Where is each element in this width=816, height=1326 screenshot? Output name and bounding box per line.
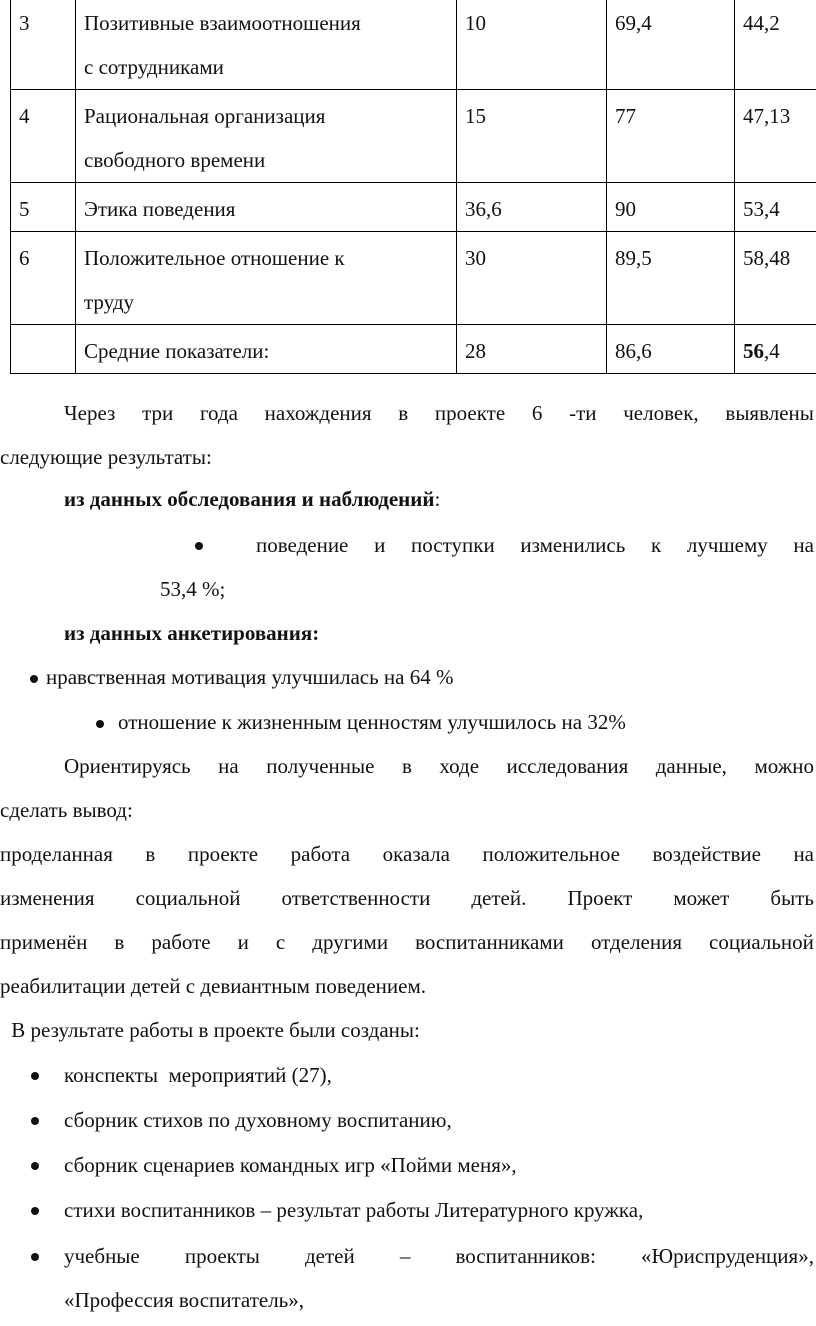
value-cell: 30 <box>457 232 607 325</box>
indicator-name: Позитивные взаимоотношения с сотрудниками <box>76 0 457 90</box>
value-cell: 90 <box>607 183 735 232</box>
section-heading: из данных анкетирования: <box>64 621 320 645</box>
list-item: сборник сценариев командных игр «Пойми меня», <box>64 1153 517 1177</box>
value-cell: 10 <box>457 0 607 90</box>
list-item-continuation: 53,4 %; <box>160 577 226 601</box>
paragraph-line: Ориентируясь на полученные в ходе исследования данные, можно <box>64 754 814 778</box>
value-cell: 15 <box>457 90 607 183</box>
row-number: 5 <box>11 183 76 232</box>
paragraph-line: В результате работы в проекте были созданы: <box>6 1018 420 1042</box>
table-row <box>11 90 816 183</box>
value-cell: 69,4 <box>607 0 735 90</box>
row-number: 6 <box>11 232 76 325</box>
bullet-icon <box>31 1064 39 1085</box>
average-row <box>11 325 816 374</box>
table-row <box>11 0 816 90</box>
value-cell: 86,6 <box>607 325 735 374</box>
list-item: поведение и поступки изменились к лучшему на <box>256 533 814 557</box>
bullet-icon <box>30 675 38 683</box>
paragraph-line: следующие результаты: <box>0 445 212 469</box>
bullet-icon <box>31 1154 39 1175</box>
paragraph-line: Через три года нахождения в проекте 6 -ти человек, выявлены <box>64 401 814 425</box>
paragraph-line: реабилитации детей с девиантным поведением. <box>0 974 427 998</box>
bullet-icon <box>195 534 203 555</box>
bullet-icon <box>96 720 104 728</box>
bullet-icon <box>31 1199 39 1220</box>
value-cell: 28 <box>457 325 607 374</box>
value-cell: 44,2 <box>735 0 816 90</box>
table-row <box>11 232 816 325</box>
bullet-icon <box>31 1109 39 1130</box>
row-number-empty <box>11 325 76 374</box>
indicator-name: Этика поведения <box>76 183 457 232</box>
list-item: стихи воспитанников – результат работы Литературного кружка, <box>64 1198 644 1222</box>
value-cell: 47,13 <box>735 90 816 183</box>
list-item: отношение к жизненным ценностям улучшилось на 32% <box>96 712 626 733</box>
value-cell: 77 <box>607 90 735 183</box>
list-item-continuation: «Профессия воспитатель», <box>64 1288 305 1312</box>
value-cell: 56,4 <box>735 325 816 374</box>
paragraph-line: сделать вывод: <box>0 798 133 822</box>
table-row <box>11 183 816 232</box>
value-cell: 58,48 <box>735 232 816 325</box>
bullet-icon <box>31 1245 39 1266</box>
average-label: Средние показатели: <box>76 325 457 374</box>
paragraph-line: проделанная в проекте работа оказала положительное воздействие на <box>0 842 814 866</box>
results-table <box>10 0 816 374</box>
value-cell: 89,5 <box>607 232 735 325</box>
value-cell: 53,4 <box>735 183 816 232</box>
indicator-name: Рациональная организация свободного времени <box>76 90 457 183</box>
row-number: 3 <box>11 0 76 90</box>
list-item: сборник стихов по духовному воспитанию, <box>64 1108 452 1132</box>
list-item: конспекты мероприятий (27), <box>64 1063 332 1087</box>
list-item: учебные проекты детей – воспитанников: «Юриспруденция», <box>64 1244 814 1268</box>
value-cell: 36,6 <box>457 183 607 232</box>
paragraph-line: применён в работе и с другими воспитанниками отделения социальной <box>0 930 814 954</box>
row-number: 4 <box>11 90 76 183</box>
section-heading: из данных обследования и наблюдений: <box>64 487 441 511</box>
list-item: нравственная мотивация улучшилась на 64 % <box>30 667 453 688</box>
paragraph-line: изменения социальной ответственности детей. Проект может быть <box>0 886 814 910</box>
indicator-name: Положительное отношение к труду <box>76 232 457 325</box>
